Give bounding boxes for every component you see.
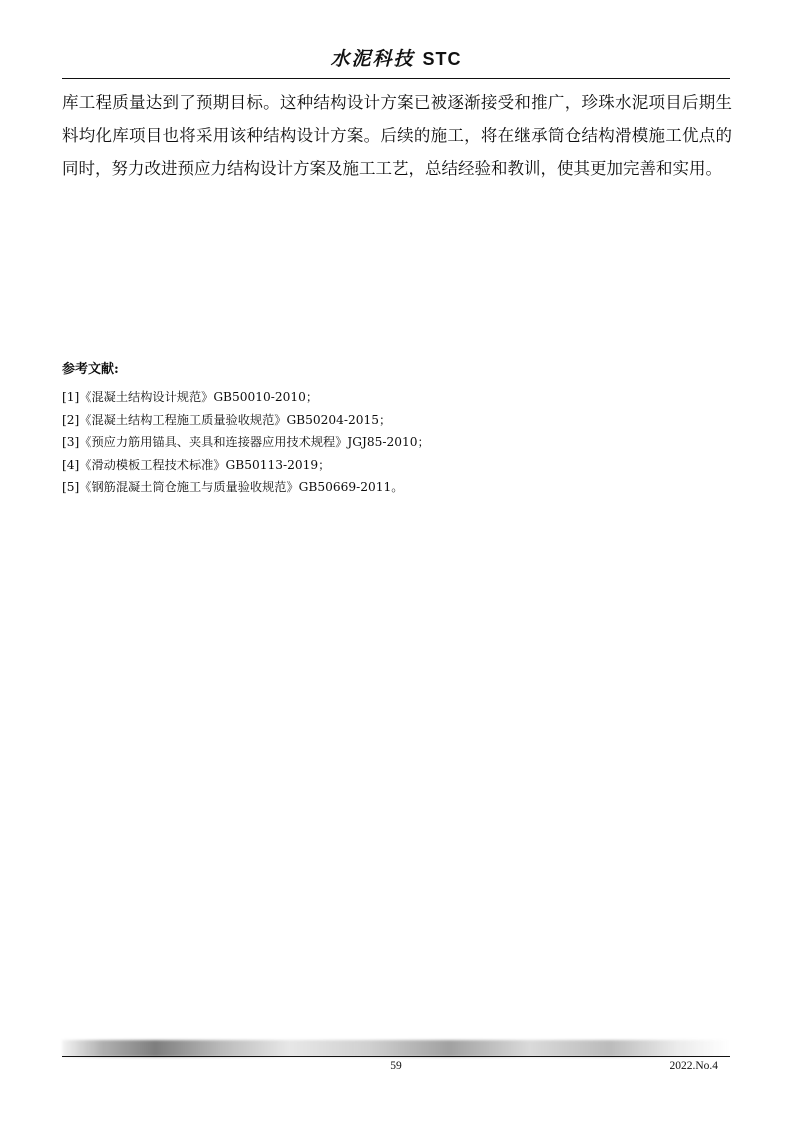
list-item: [4]《滑动模板工程技术标准》GB50113-2019；: [62, 457, 331, 472]
list-item: [1]《混凝土结构设计规范》GB50010-2010；: [62, 390, 319, 404]
body-paragraph: 库工程质量达到了预期目标。这种结构设计方案已被逐渐接受和推广，珍珠水泥项目后期生料均化库项目也将采用该种结构设计方案。后续的施工，将在继承筒仓结构滑模施工优点的同时，努力改进预应力结构设计方案及施工工艺，总结经验和教训，使其更加完善和实用。: [62, 93, 732, 178]
page-footer: [62, 1060, 730, 1080]
journal-title: [330, 44, 461, 71]
page-header: [62, 44, 730, 71]
header-divider: [62, 78, 730, 79]
list-item: [5]《钢筋混凝土筒仓施工与质量验收规范》GB50669-2011。: [62, 480, 404, 494]
footer-divider: [62, 1056, 730, 1057]
list-item: [3]《预应力筋用锚具、夹具和连接器应用技术规程》JGJ85-2010；: [62, 435, 430, 449]
list-item: [2]《混凝土结构工程施工质量验收规范》GB50204-2015；: [62, 412, 392, 427]
page-number: 59: [390, 1060, 402, 1072]
journal-title-abbr: STC: [422, 49, 462, 69]
issue-label: 2022.No.4: [669, 1060, 718, 1072]
journal-title-cn: 水泥科技: [330, 48, 415, 70]
scan-artifact: [62, 1040, 730, 1057]
references-list: [62, 386, 732, 499]
references-heading: 参考文献:: [62, 362, 119, 377]
